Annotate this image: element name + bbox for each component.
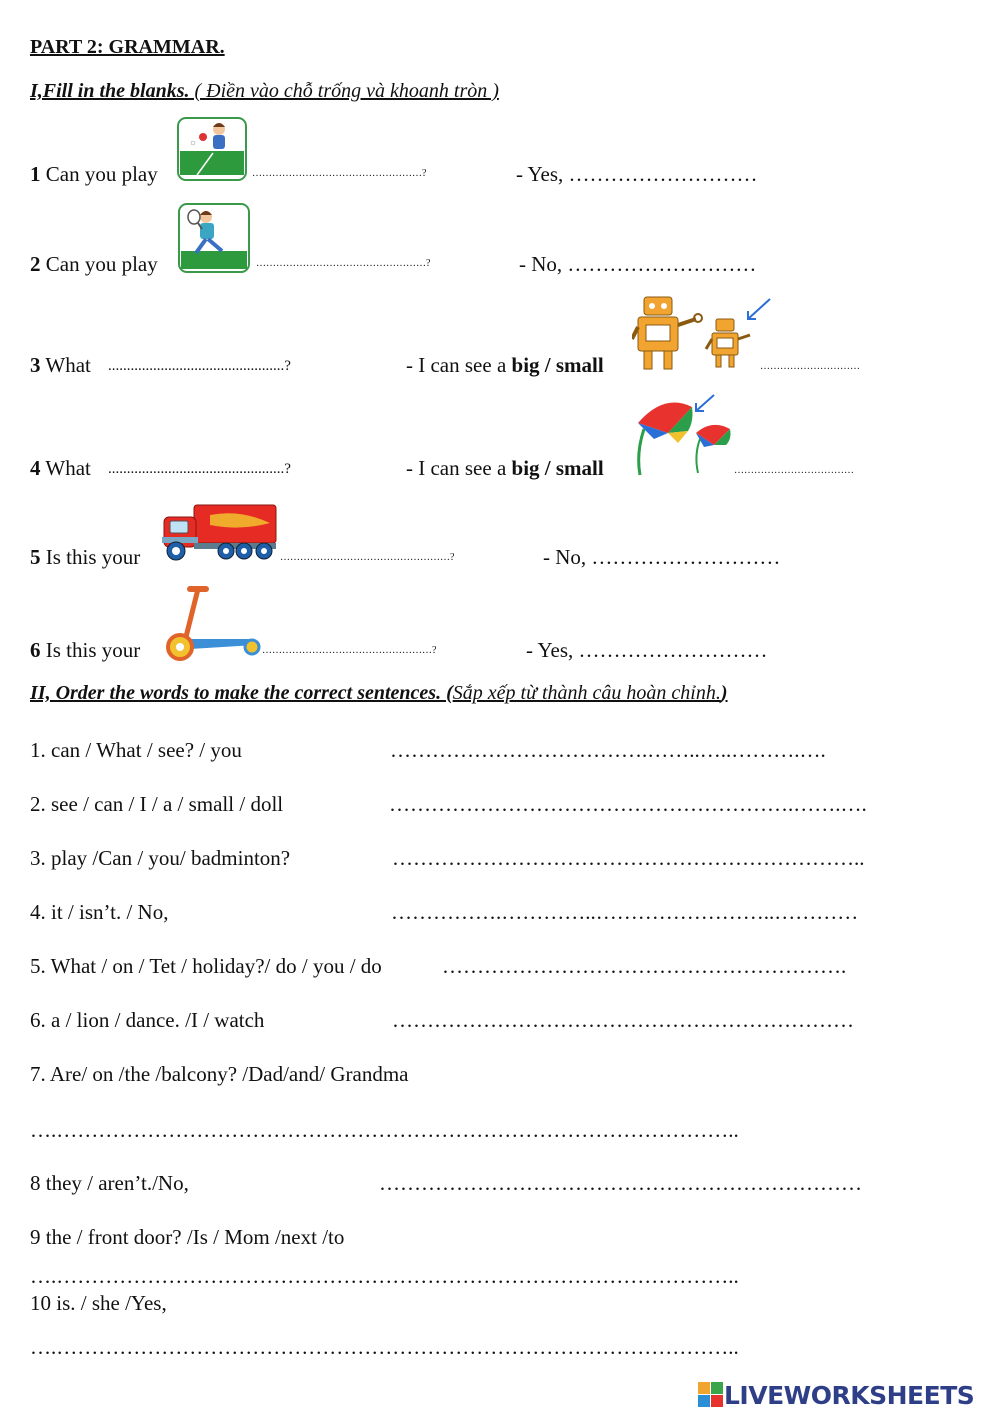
liveworksheets-logo	[698, 1379, 974, 1411]
fill-item-3	[30, 353, 91, 378]
order-item-2: 2. see / can / I / a / small / doll	[30, 792, 284, 816]
order-answer-9[interactable]: ….……………………………………………………………………………………..	[30, 1264, 739, 1288]
order-item-4: 4. it / isn’t. / No,	[30, 900, 169, 924]
robot-icon	[632, 295, 774, 375]
item-prompt: What	[45, 353, 91, 377]
item-prompt: Is this your	[45, 638, 141, 662]
fill-item-6	[30, 638, 140, 663]
order-item-3: 3. play /Can / you/ badminton?	[30, 846, 291, 870]
item-prompt: Is this your	[45, 545, 141, 569]
table-tennis-icon	[177, 117, 247, 181]
order-answer-4[interactable]: …………….…………..……………………..…………	[391, 900, 859, 924]
item-prompt: Can you play	[45, 162, 158, 186]
fill-tail-3[interactable]: …………………………	[760, 361, 860, 372]
section-1-title: I,Fill in the blanks.	[30, 80, 190, 102]
section-2-vi: Sắp xếp từ thành câu hoàn chỉnh.	[452, 682, 721, 704]
section-1-heading	[30, 80, 499, 103]
logo-blocks-icon	[698, 1382, 724, 1408]
section-2-end: )	[720, 682, 728, 704]
fill-blank-3[interactable]: ...............................................?	[108, 358, 291, 374]
order-answer-7[interactable]: ….……………………………………………………………………………………..	[30, 1118, 739, 1142]
fill-tail-4[interactable]: ………………………………	[734, 465, 854, 476]
item-number: 4	[30, 456, 41, 480]
item-number: 6	[30, 638, 41, 662]
fill-item-4	[30, 456, 91, 481]
item-number: 1	[30, 162, 41, 186]
badminton-icon	[178, 203, 250, 273]
order-answer-5[interactable]: ………………………………………………….	[442, 954, 847, 978]
fill-answer-2[interactable]: - No, ………………………	[519, 252, 757, 276]
page-title: PART 2: GRAMMAR.	[30, 36, 225, 58]
item-number: 3	[30, 353, 41, 377]
fill-answer-3[interactable]	[406, 353, 604, 378]
order-answer-8[interactable]: ……………………………………………………………	[379, 1171, 862, 1195]
fill-blank-4[interactable]: ...............................................?	[108, 461, 291, 477]
fill-blank-1[interactable]: ……………………………………………?	[252, 168, 427, 179]
fill-item-1	[30, 162, 158, 187]
order-item-8: 8 they / aren’t./No,	[30, 1171, 189, 1195]
item-number: 5	[30, 545, 41, 569]
order-item-10: 10 is. / she /Yes,	[30, 1291, 167, 1315]
order-item-5: 5. What / on / Tet / holiday?/ do / you / do	[30, 954, 382, 978]
order-item-6: 6. a / lion / dance. /I / watch	[30, 1008, 265, 1032]
item-prompt: What	[45, 456, 91, 480]
section-1-vi: ( Điền vào chỗ trống và khoanh tròn )	[189, 80, 499, 102]
fill-blank-5[interactable]: ……………………………………………?	[280, 552, 455, 563]
order-answer-2[interactable]: ………………………………………………….…….….	[389, 792, 867, 816]
order-item-9: 9 the / front door? /Is / Mom /next /to	[30, 1225, 345, 1249]
fill-answer-1[interactable]: - Yes, ………………………	[516, 162, 758, 186]
order-answer-10[interactable]: ….……………………………………………………………………………………..	[30, 1335, 739, 1359]
order-answer-1[interactable]: ……………………………….……..…..……….….	[390, 738, 826, 762]
fill-blank-6[interactable]: ……………………………………………?	[262, 645, 437, 656]
item-number: 2	[30, 252, 41, 276]
order-answer-6[interactable]: …………………………………………………………	[392, 1008, 854, 1032]
item-prompt: Can you play	[45, 252, 158, 276]
kite-icon	[634, 393, 736, 477]
scooter-icon	[160, 585, 264, 663]
order-answer-3[interactable]: …………………………………………………………..	[392, 846, 865, 870]
fill-item-5	[30, 545, 140, 570]
answer-prefix: - I can see a	[406, 353, 512, 377]
answer-prefix: - I can see a	[406, 456, 512, 480]
truck-icon	[160, 501, 278, 563]
fill-answer-6[interactable]: - Yes, ………………………	[526, 638, 768, 662]
section-2-title: II, Order the words to make the correct sentences. (	[30, 682, 453, 704]
fill-answer-4[interactable]	[406, 456, 604, 481]
answer-choice[interactable]: big / small	[511, 456, 604, 480]
order-item-7: 7. Are/ on /the /balcony? /Dad/and/ Grandma	[30, 1062, 409, 1086]
order-item-1: 1. can / What / see? / you	[30, 738, 242, 762]
fill-blank-2[interactable]: ……………………………………………?	[256, 258, 431, 269]
logo-text: LIVEWORKSHEETS	[724, 1380, 975, 1410]
fill-answer-5[interactable]: - No, ………………………	[543, 545, 781, 569]
section-2-heading	[30, 682, 728, 705]
answer-choice[interactable]: big / small	[511, 353, 604, 377]
fill-item-2	[30, 252, 158, 277]
